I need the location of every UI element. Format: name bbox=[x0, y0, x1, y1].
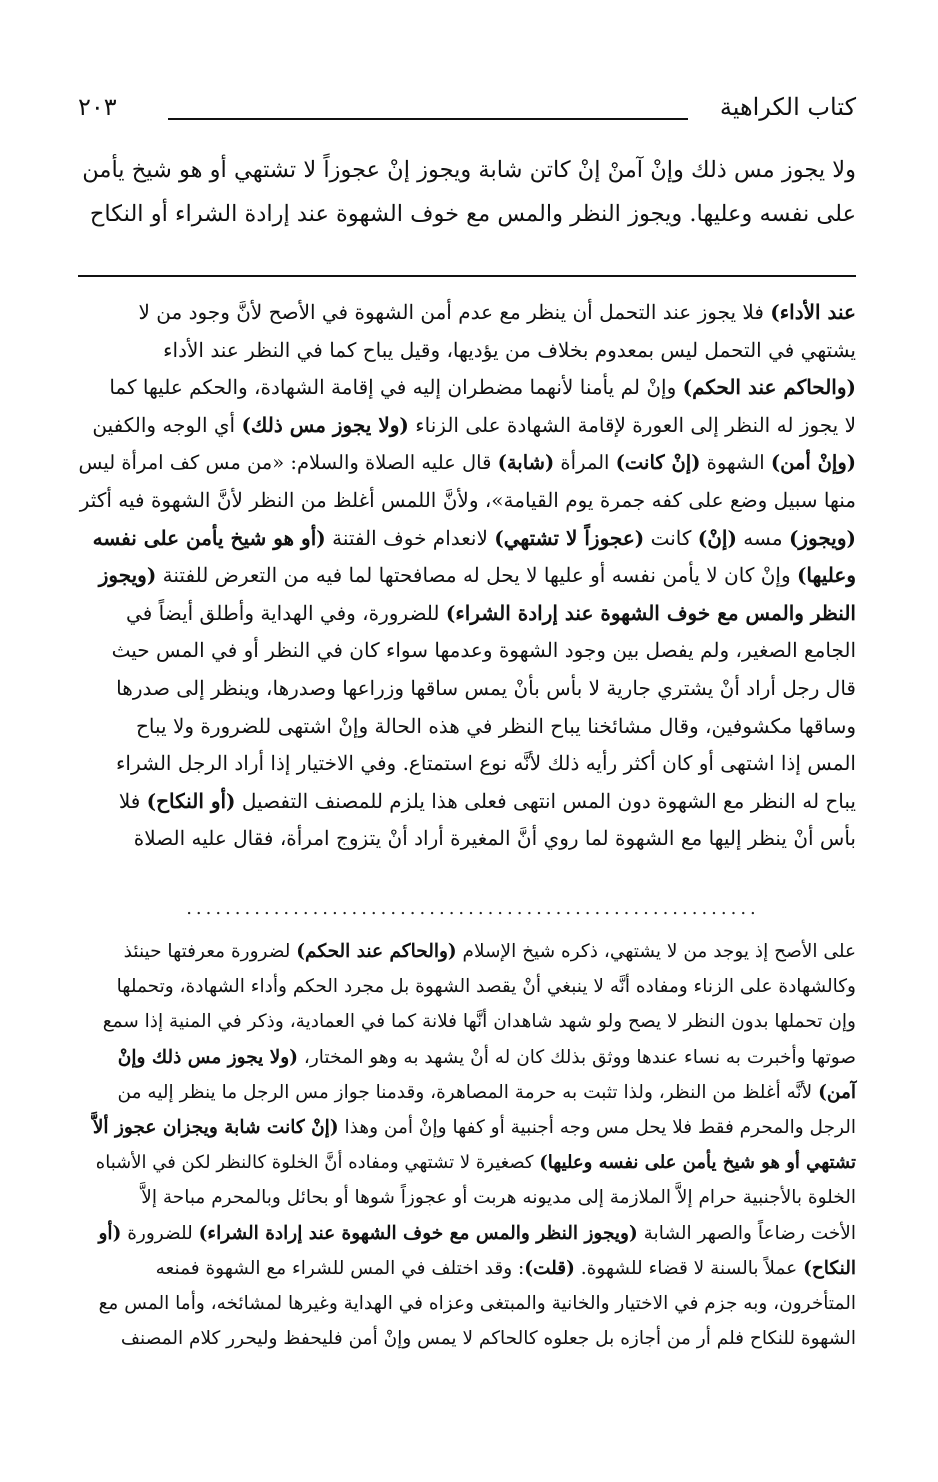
hashiya-line bbox=[78, 1004, 856, 1039]
sharh-line bbox=[78, 670, 856, 708]
bold-quote: تشتهي أو هو شيخ يأمن على نفسه وعليها) bbox=[539, 1152, 856, 1174]
text-run: يشتهي في التحمل ليس بمعدوم بخلاف من يؤديها، وقيل يباح كما في النظر عند الأداء bbox=[163, 337, 856, 362]
hashiya-line bbox=[78, 934, 856, 969]
bold-quote: (أو bbox=[98, 1222, 122, 1244]
sharh-line bbox=[78, 708, 856, 746]
text-run: فلا bbox=[118, 788, 147, 813]
text-run: للضرورة bbox=[121, 1222, 199, 1244]
text-run: كانت bbox=[644, 525, 698, 550]
text-run: للضرورة، وفي الهداية وأطلق أيضاً في bbox=[126, 600, 446, 625]
text-run: لأنَّه أغلظ من النظر، ولذا تثبت به حرمة المصاهرة، وقدمنا جواز مس الرجل ما ينظر إليه من bbox=[117, 1081, 819, 1103]
bold-quote: وعليها) bbox=[796, 563, 856, 588]
running-header bbox=[78, 88, 856, 128]
bold-quote: (ولا يجوز مس ذلك وإنْ bbox=[117, 1046, 298, 1068]
bold-quote: (والحاكم عند الحكم) bbox=[296, 941, 457, 962]
bold-quote: (ولا يجوز مس ذلك) bbox=[241, 412, 409, 437]
dotted-separator: ........................................................... bbox=[186, 898, 760, 918]
hashiya-line bbox=[78, 1286, 856, 1321]
header-rule bbox=[168, 118, 688, 120]
hashiya-line bbox=[78, 1216, 856, 1251]
bold-quote: (شابة) bbox=[497, 451, 555, 475]
hashiya-line bbox=[78, 1040, 856, 1075]
bold-quote: (عجوزاً لا تشتهي) bbox=[494, 525, 645, 550]
sharh-line bbox=[78, 520, 856, 558]
text-run: على الأصح إذ يوجد من لا يشتهي، ذكره شيخ الإسلام bbox=[456, 941, 856, 962]
bold-quote: (إنْ كانت) bbox=[615, 451, 701, 475]
matn-text bbox=[78, 148, 856, 236]
text-run: وإن تحملها بدون النظر لا يصح ولو شهد شاهدان أنَّها فلانة كما في العمادية، وذكر في المنية إذا سمع bbox=[102, 1011, 856, 1033]
text-run: وساقها مكشوفين، وقال مشائخنا يباح النظر في هذه الحالة وإنْ اشتهى للضرورة ولا يباح bbox=[136, 713, 856, 738]
text-run: الخلوة بالأجنبية حرام إلاَّ الملازمة إلى مديونه هربت أو عجوزاً شوها أو بحائل وبالمحرم مباحة إلاَّ bbox=[141, 1187, 856, 1209]
text-run: الجامع الصغير، ولم يفصل بين وجود الشهوة وعدمها سواء كان في النظر أو في المس حيث bbox=[111, 638, 856, 663]
sharh-line bbox=[78, 407, 856, 445]
text-run: المرأة bbox=[554, 451, 616, 475]
bold-quote: (والحاكم عند الحكم) bbox=[682, 375, 856, 400]
text-run: يباح له النظر مع الشهوة دون المس انتهى فعلى هذا يلزم للمصنف التفصيل bbox=[235, 788, 856, 813]
sharh-line bbox=[78, 294, 856, 332]
matn-line: على نفسه وعليها. ويجوز النظر والمس مع خوف الشهوة عند إرادة الشراء أو النكاح bbox=[89, 201, 856, 227]
sharh-line bbox=[78, 632, 856, 670]
chapter-title: كتاب الكراهية bbox=[719, 93, 856, 121]
sharh-line bbox=[78, 557, 856, 595]
bold-quote: (أو النكاح) bbox=[146, 788, 236, 813]
hashiya-footnotes bbox=[78, 934, 856, 1356]
text-run: أي الوجه والكفين bbox=[92, 412, 242, 437]
text-run: المتأخرون، وبه جزم في الاختيار والخانية والمبتغى وعزاه في الهداية وغيرها لمشائخه، وأما المس مع bbox=[98, 1293, 856, 1315]
text-run: وإنْ كان لا يأمن نفسه أو عليها لا يحل له مصافحتها لما فيه من التعرض للفتنة bbox=[156, 563, 797, 588]
bold-quote: (قلت) bbox=[524, 1257, 575, 1279]
bold-quote: (أو هو شيخ يأمن على نفسه bbox=[92, 525, 326, 550]
bold-quote: (ويجوز bbox=[98, 563, 157, 588]
sharh-line bbox=[78, 595, 856, 633]
hashiya-line bbox=[78, 1075, 856, 1110]
text-run: عملاً بالسنة لا قضاء للشهوة. bbox=[574, 1257, 804, 1279]
hashiya-line bbox=[78, 1145, 856, 1180]
bold-quote: آمن) bbox=[818, 1081, 856, 1103]
text-run: لضرورة معرفتها حينئذ bbox=[123, 941, 297, 962]
bold-quote: النظر والمس مع خوف الشهوة عند إرادة الشراء) bbox=[445, 600, 856, 625]
text-run: : وقد اختلف في المس للشراء مع الشهوة فمنعه bbox=[155, 1257, 525, 1279]
bold-quote: (وإنْ أمن) bbox=[770, 451, 856, 475]
matn-divider bbox=[78, 275, 856, 277]
hashiya-line bbox=[78, 969, 856, 1004]
bold-quote: عند الأداء) bbox=[770, 300, 856, 324]
text-run: الرجل والمحرم فقط فلا يحل مس وجه أجنبية أو كفها وإنْ أمن وهذا bbox=[338, 1117, 856, 1139]
text-run: كصغيرة لا تشتهي ومفاده أنَّ الخلوة كالنظر لكن في الأشباه bbox=[95, 1152, 540, 1174]
hashiya-line bbox=[78, 1251, 856, 1286]
text-run: قال رجل أراد أنْ يشتري جارية لا بأس بأنْ يمس ساقها وزراعها وصدرها، وينظر إلى صدرها bbox=[116, 675, 856, 700]
sharh-line bbox=[78, 745, 856, 783]
text-run: صوتها وأخبرت به نساء عندها ووثق بذلك كان له أنْ يشهد به وهو المختار، bbox=[298, 1046, 856, 1068]
sharh-commentary bbox=[78, 294, 856, 858]
text-run: لانعدام خوف الفتنة bbox=[325, 525, 495, 550]
bold-quote: (إنْ كانت شابة ويجزان عجوز ألاَّ bbox=[92, 1117, 339, 1139]
text-run: بأس أنْ ينظر إليها مع الشهوة لما روي أنَّ المغيرة أراد أنْ يتزوج امرأة، فقال عليه الصلاة bbox=[133, 826, 856, 851]
sharh-line bbox=[78, 369, 856, 407]
text-run: الشهوة bbox=[700, 451, 771, 475]
text-run: مسه bbox=[736, 525, 789, 550]
text-run: المس إذا اشتهى أو كان أكثر رأيه ذلك لأنَّه نوع استمتاع. وفي الاختيار إذا أراد الرجل الشراء bbox=[116, 751, 856, 776]
text-run: الأخت رضاعاً والصهر الشابة bbox=[637, 1222, 856, 1244]
text-run: وإنْ لم يأمنا لأنهما مضطران إليه في إقامة الشهادة، والحكم عليها كما bbox=[109, 375, 683, 400]
bold-quote: النكاح) bbox=[803, 1257, 856, 1279]
page-number: ٢٠٣ bbox=[78, 93, 117, 121]
bold-quote: (ويجوز) bbox=[788, 525, 856, 550]
text-run: منها سبيل وضع على كفه جمرة يوم القيامة»، ولأنَّ اللمس أغلظ من النظر لأنَّ الشهوة فيه أكثر bbox=[79, 487, 856, 512]
text-run: الشهوة للنكاح فلم أر من أجازه بل جعلوه كالحاكم لا يمس وإنْ أمن فليحفظ وليحرر كلام المصنف bbox=[120, 1328, 856, 1350]
sharh-line bbox=[78, 332, 856, 370]
sharh-line bbox=[78, 820, 856, 858]
text-run: فلا يجوز عند التحمل أن ينظر مع عدم أمن الشهوة في الأصح لأنَّ وجود من لا bbox=[138, 300, 771, 324]
bold-quote: (ويجوز النظر والمس مع خوف الشهوة عند إرادة الشراء) bbox=[198, 1222, 638, 1244]
bold-quote: (إنْ) bbox=[697, 525, 737, 550]
hashiya-line bbox=[78, 1110, 856, 1145]
sharh-line bbox=[78, 482, 856, 520]
sharh-line bbox=[78, 444, 856, 482]
sharh-line bbox=[78, 783, 856, 821]
text-run: قال عليه الصلاة والسلام: «من مس كف امرأة ليس bbox=[78, 451, 498, 475]
hashiya-line bbox=[78, 1180, 856, 1215]
hashiya-line bbox=[78, 1321, 856, 1356]
text-run: لا يجوز له النظر إلى العورة لإقامة الشهادة على الزناء bbox=[408, 412, 856, 437]
text-run: وكالشهادة على الزناء ومفاده أنَّه لا ينبغي أنْ يقصد الشهوة بل مجرد الحكم وأداء الشهادة، وتحملها bbox=[116, 976, 856, 998]
matn-line: ولا يجوز مس ذلك وإنْ آمنْ إنْ كاتن شابة ويجوز إنْ عجوزاً لا تشتهي أو هو شيخ يأمن bbox=[82, 157, 856, 183]
